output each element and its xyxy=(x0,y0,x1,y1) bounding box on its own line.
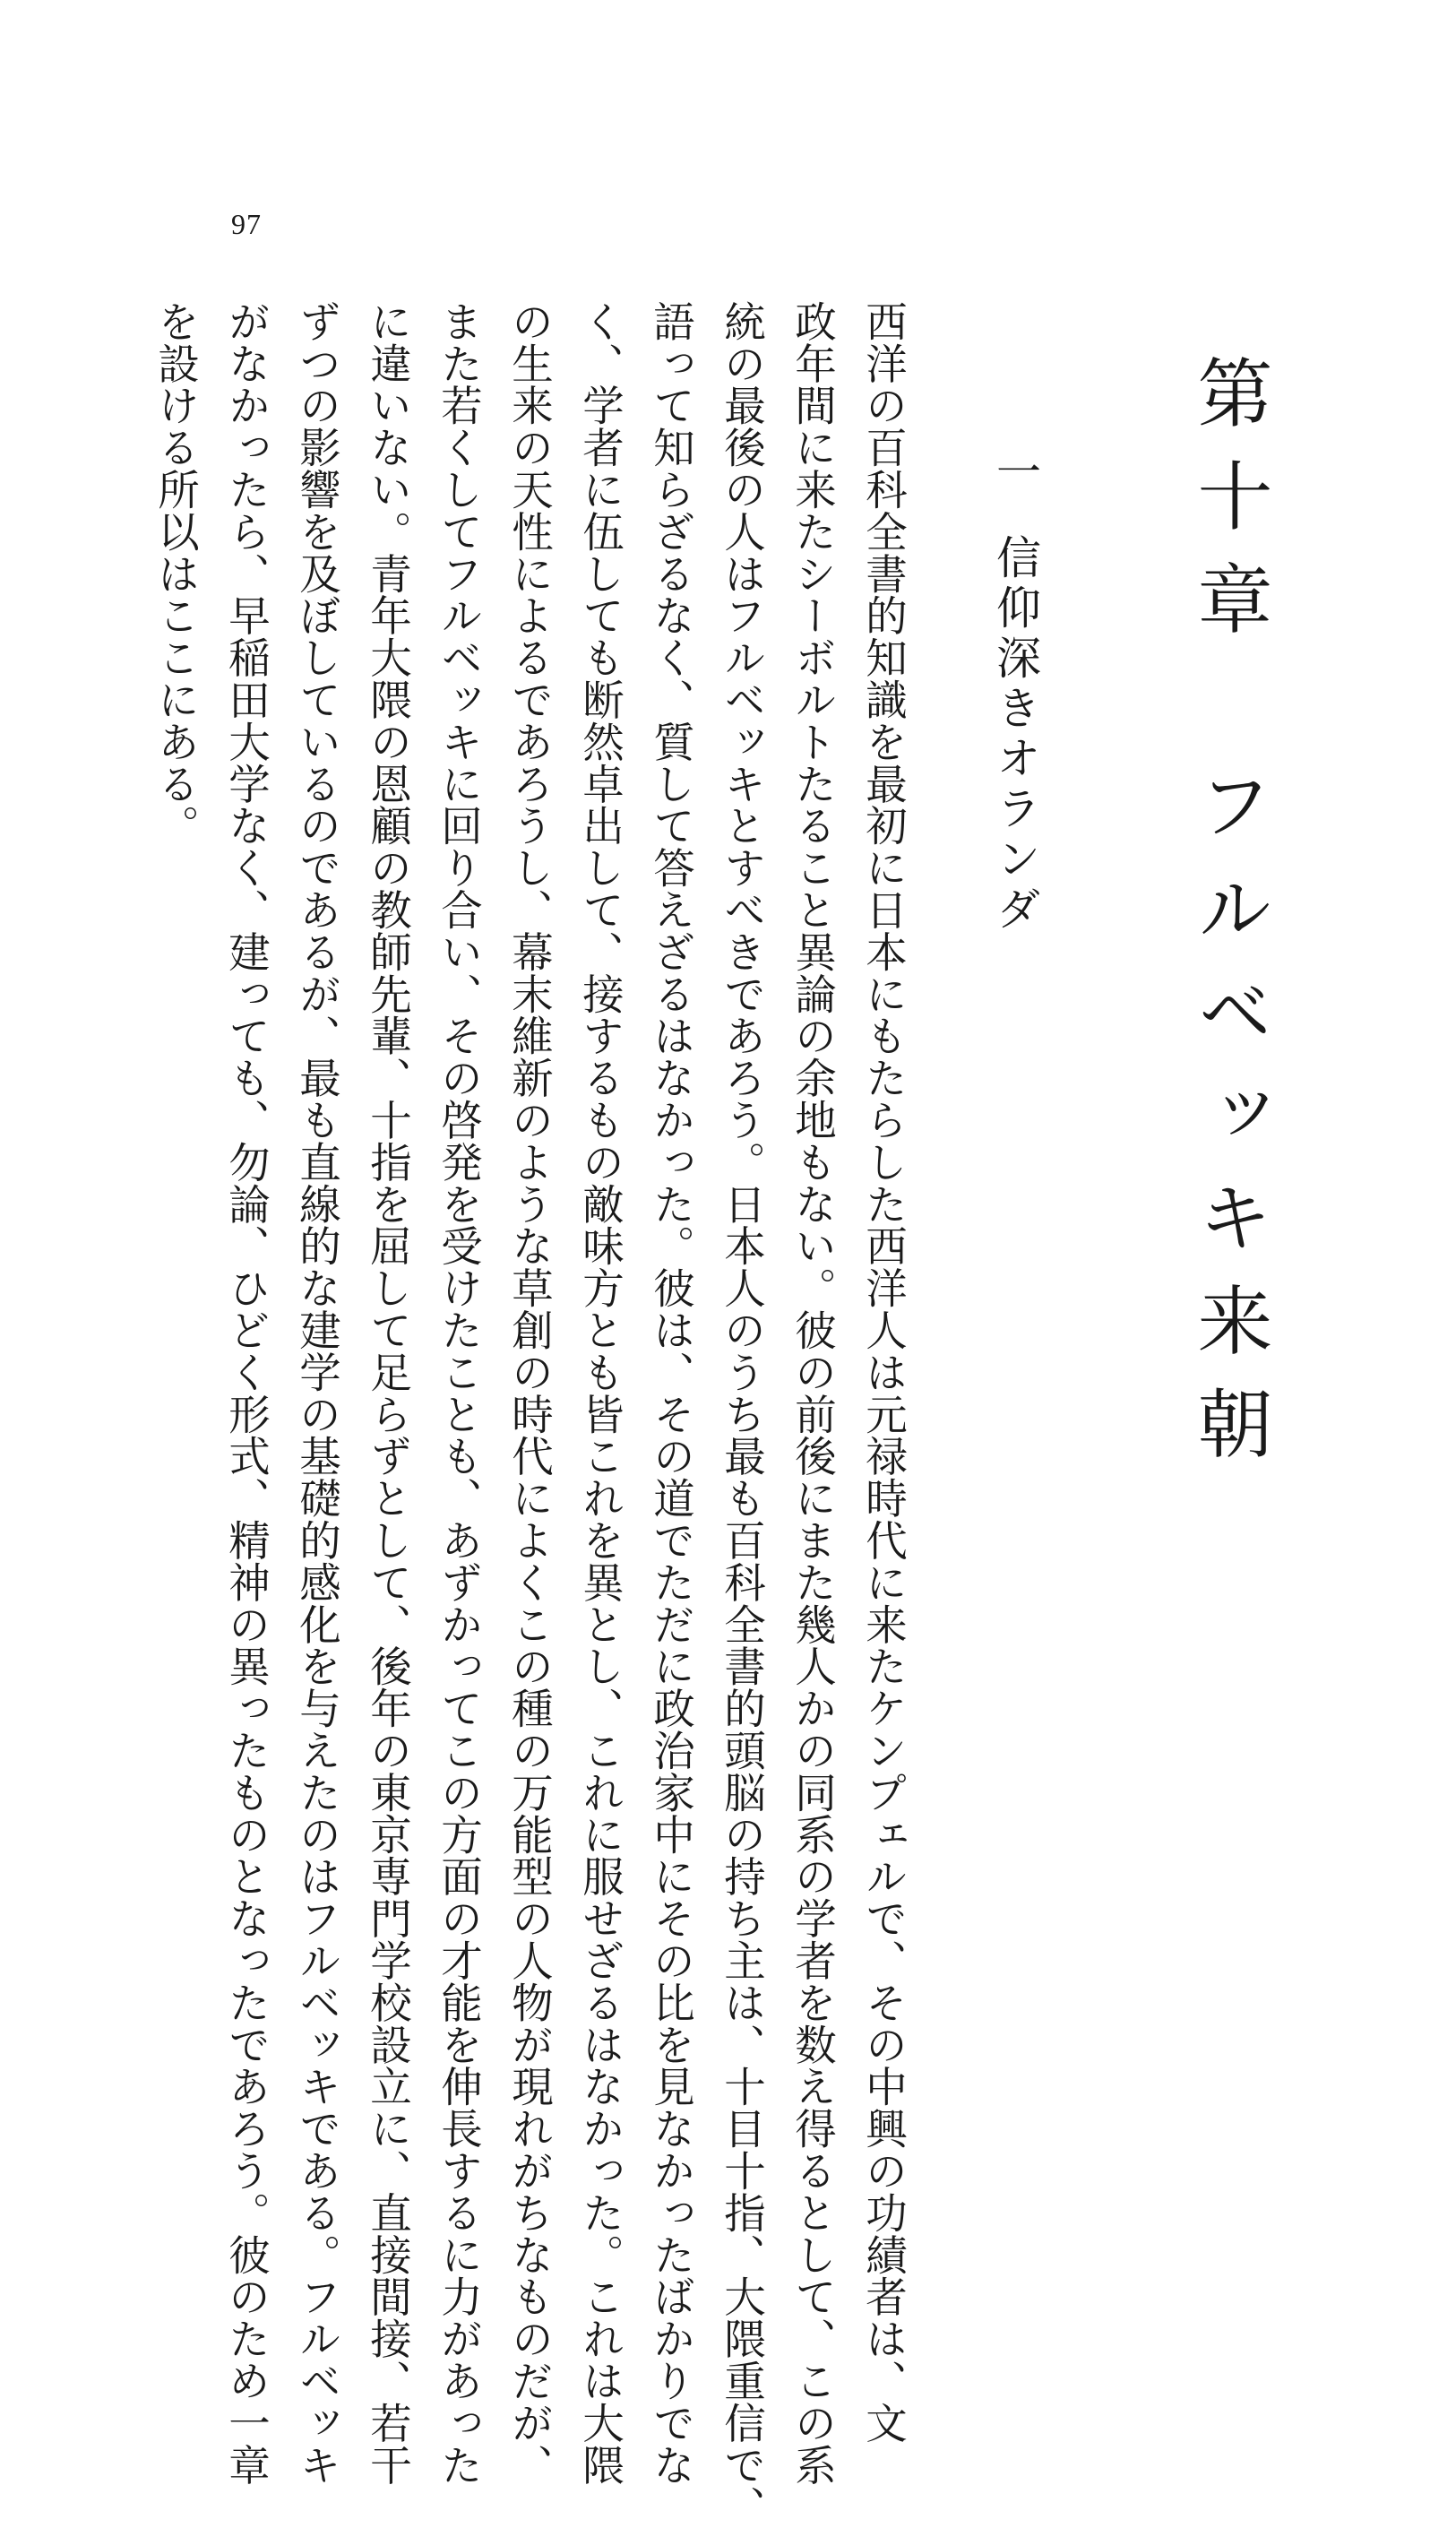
page-number: 97 xyxy=(231,208,262,240)
body-line: く、学者に伍しても断然卓出して、接するもの敵味方とも皆これを異とし、これに服せざるはなかった。これは大隈 xyxy=(576,300,625,2486)
body-line: 西洋の百科全書的知識を最初に日本にもたらした西洋人は元禄時代に来たケンプェルで、その中興の功績者は、文 xyxy=(859,300,908,2444)
body-line: 政年間に来たシーボルトたること異論の余地もない。彼の前後にまた幾人かの同系の学者を数え得るとして、この系 xyxy=(788,300,837,2486)
body-line: 語って知らざるなく、質して答えざるはなかった。彼は、その道でただに政治家中にその比を見なかったばかりでな xyxy=(647,300,695,2486)
body-text xyxy=(140,300,918,2528)
body-line: また若くしてフルベッキに回り合い、その啓発を受けたことも、あずかってこの方面の才能を伸長するに力があった xyxy=(435,300,483,2486)
body-line: 統の最後の人はフルベッキとすべきであろう。日本人のうち最も百科全書的頭脳の持ち主は、十目十指、大隈重信で、 xyxy=(718,300,766,2528)
body-line: がなかったら、早稲田大学なく、建っても、勿論、ひどく形式、精神の異ったものとなったであろう。彼のため一章 xyxy=(222,300,271,2486)
section-heading xyxy=(989,448,1041,936)
section-title: 信仰深きオランダ xyxy=(989,534,1041,936)
body-line: に違いない。青年大隈の恩顧の教師先輩、十指を屈して足らずとして、後年の東京専門学校設立に、直接間接、若干 xyxy=(364,300,412,2486)
section-number: 一 xyxy=(989,448,1041,498)
chapter-title: 第十章 フルベッキ来朝 xyxy=(1185,354,1273,1488)
body-line: ずつの影響を及ぼしているのであるが、最も直線的な建学の基礎的感化を与えたのはフルベッキである。フルベッキ xyxy=(293,300,341,2486)
body-line: を設ける所以はここにある。 xyxy=(151,300,200,847)
body-line: の生来の天性によるであろうし、幕末維新のような草創の時代によくこの種の万能型の人物が現れがちなものだが、 xyxy=(505,300,554,2486)
